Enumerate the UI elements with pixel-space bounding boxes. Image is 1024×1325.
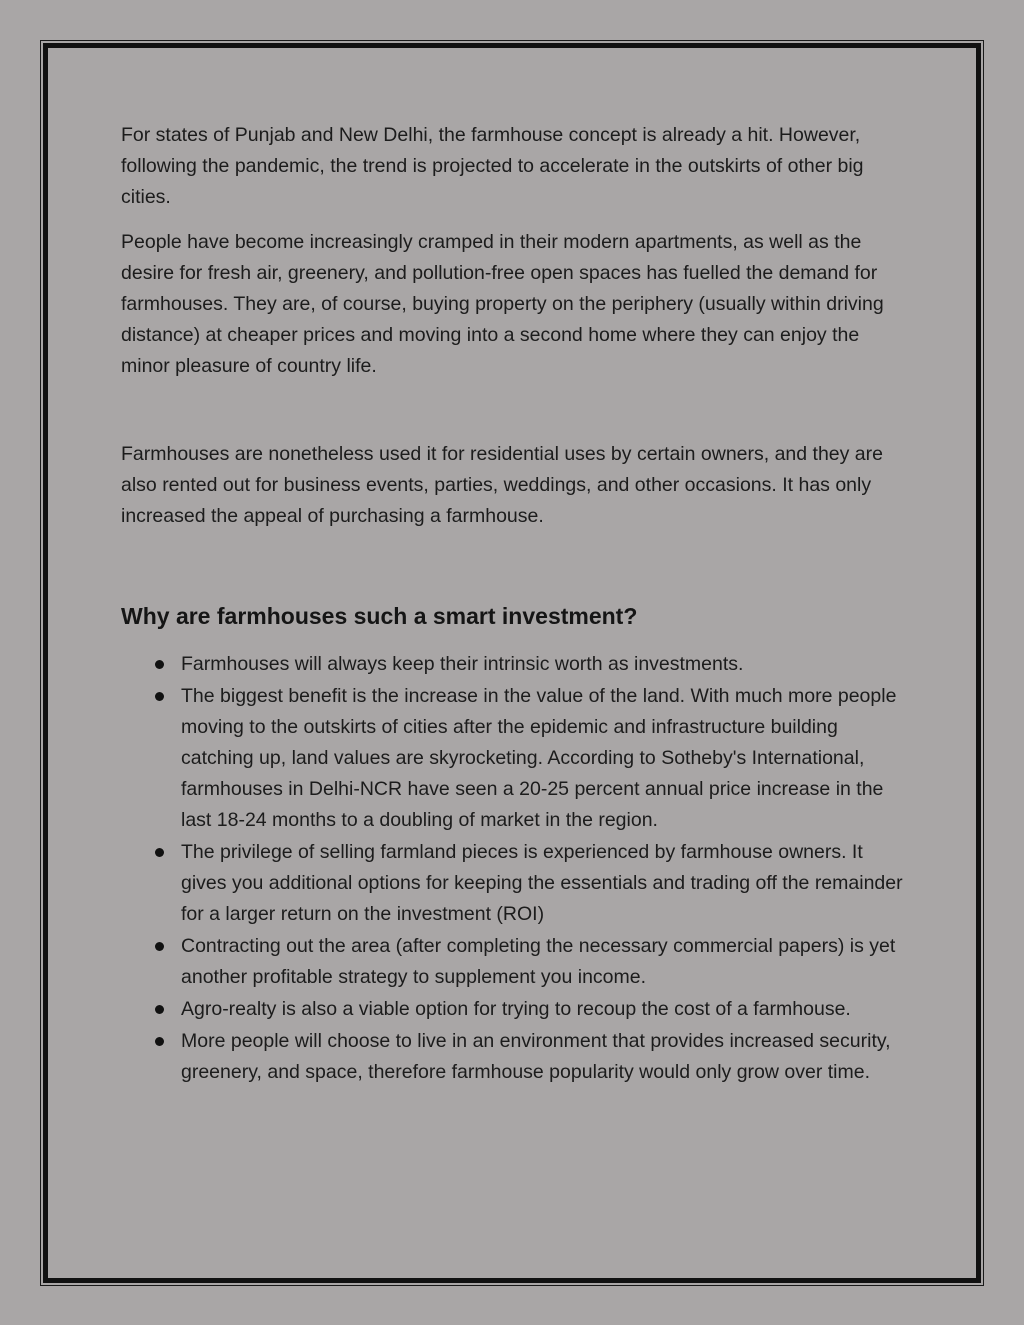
list-item	[181, 994, 911, 1025]
bullet-icon	[155, 1037, 164, 1046]
bullet-icon	[155, 692, 164, 701]
list-item	[181, 681, 911, 836]
list-item	[181, 931, 911, 993]
list-item-text: The biggest benefit is the increase in the value of the land. With much more people moving to the outskirts of cities after the epidemic and infrastructure building catching up, land values are skyrocketing. According to Sotheby's International, farmhouses in Delhi-NCR have seen a 20-25 percent annual price increase in the last 18-24 months to a doubling of market in the region.	[181, 685, 897, 831]
bullet-icon	[155, 1005, 164, 1014]
list-item	[181, 649, 911, 680]
list-item	[181, 837, 911, 930]
list-item	[181, 1026, 911, 1088]
list-item-text: Farmhouses will always keep their intrinsic worth as investments.	[181, 653, 744, 675]
paragraph-residential-uses: Farmhouses are nonetheless used it for residential uses by certain owners, and they are also rented out for business events, parties, weddings, and other occasions. It has only increased the appeal of purchasing a farmhouse.	[121, 443, 883, 527]
list-item-text: Agro-realty is also a viable option for trying to recoup the cost of a farmhouse.	[181, 998, 851, 1020]
bullet-icon	[155, 848, 164, 857]
bullet-icon	[155, 660, 164, 669]
list-item-text: The privilege of selling farmland pieces is experienced by farmhouse owners. It gives you additional options for keeping the essentials and trading off the remainder for a larger return on the investment (ROI)	[181, 841, 903, 925]
paragraph-intro: For states of Punjab and New Delhi, the farmhouse concept is already a hit. However, following the pandemic, the trend is projected to accelerate in the outskirts of other big cities.	[121, 124, 864, 208]
investment-reasons-list	[121, 649, 911, 1088]
bullet-icon	[155, 942, 164, 951]
list-item-text: Contracting out the area (after completing the necessary commercial papers) is yet another profitable strategy to supplement you income.	[181, 935, 896, 988]
paragraph-apartments: People have become increasingly cramped in their modern apartments, as well as the desire for fresh air, greenery, and pollution-free open spaces has fuelled the demand for farmhouses. They are, of course, buying property on the periphery (usually within driving distance) at cheaper prices and moving into a second home where they can enjoy the minor pleasure of country life.	[121, 231, 884, 377]
list-item-text: More people will choose to live in an environment that provides increased security, greenery, and space, therefore farmhouse popularity would only grow over time.	[181, 1030, 891, 1083]
document-body	[121, 120, 911, 1089]
section-heading: Why are farmhouses such a smart investment?	[121, 603, 638, 629]
